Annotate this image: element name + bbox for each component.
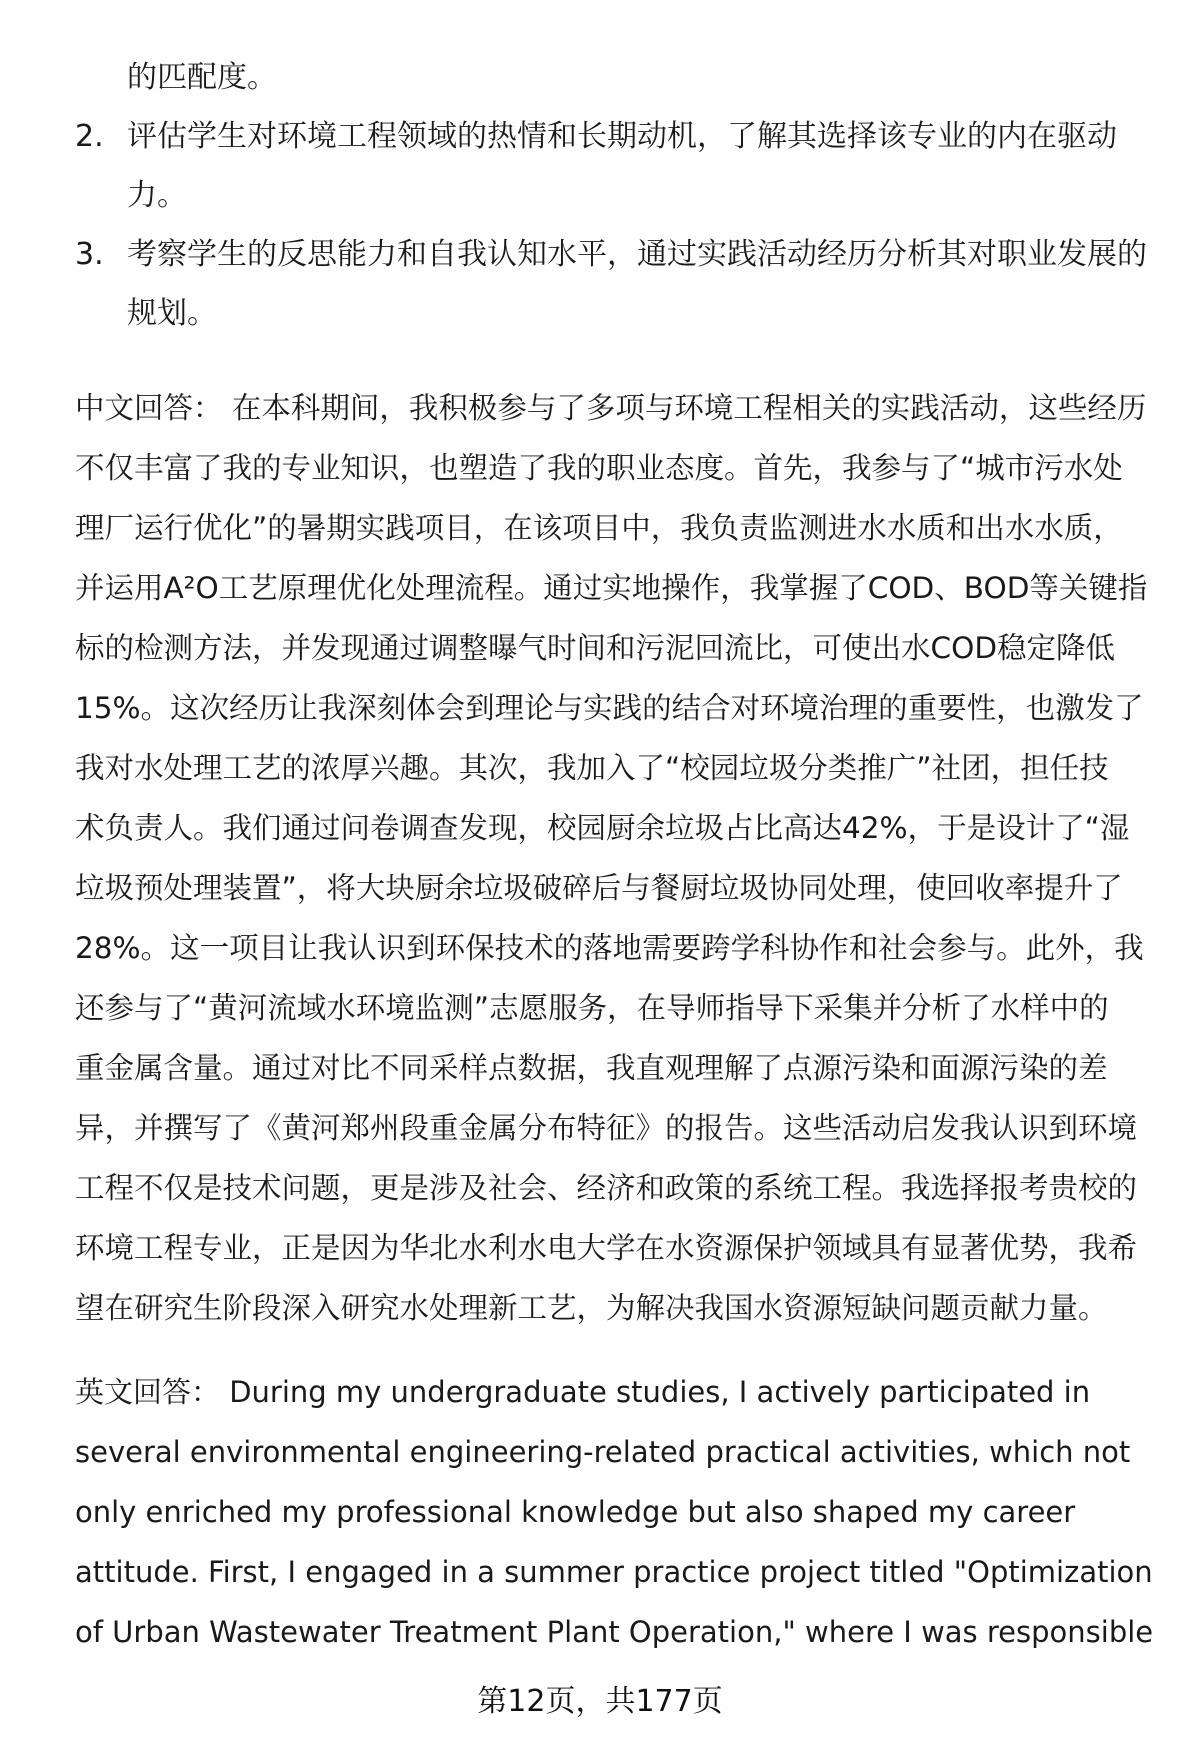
paragraph-line: of Urban Wastewater Treatment Plant Operation," where I was responsible [75,1615,1154,1649]
list-item-2-continuation: 力。 [127,178,187,213]
list-item-2 [75,107,1135,166]
paragraph-line: 标的检测方法，并发现通过调整曝气时间和污泥回流比，可使出水COD稳定降低 [75,631,1116,665]
paragraph-line: 重金属含量。通过对比不同采样点数据，我直观理解了点源污染和面源污染的差 [75,1051,1108,1085]
paragraph-line: attitude. First, I engaged in a summer practice project titled "Optimization [75,1555,1153,1589]
list-item-text: 考察学生的反思能力和自我认知水平，通过实践活动经历分析其对职业发展的 [127,237,1147,272]
paragraph-line: 还参与了“黄河流域水环境监测”志愿服务，在导师指导下采集并分析了水样中的 [75,991,1109,1025]
paragraph-line: 望在研究生阶段深入研究水处理新工艺，为解决我国水资源短缺问题贡献力量。 [75,1291,1108,1325]
paragraph-line: only enriched my professional knowledge but also shaped my career [75,1495,1076,1529]
paragraph-line: 英文回答： During my undergraduate studies, I actively participated in [75,1375,1091,1409]
paragraph-line: 中文回答： 在本科期间，我积极参与了多项与环境工程相关的实践活动，这些经历 [75,391,1147,425]
list-item-3-continuation: 规划。 [127,296,217,331]
list-item-text: 评估学生对环境工程领域的热情和长期动机，了解其选择该专业的内在驱动 [127,119,1117,154]
english-answer [75,1362,1165,1662]
paragraph-line: 环境工程专业，正是因为华北水利水电大学在水资源保护领域具有显著优势，我希 [75,1231,1138,1265]
paragraph-line: 理厂运行优化”的暑期实践项目，在该项目中，我负责监测进水水质和出水水质， [75,511,1123,545]
list-item-3 [75,225,1147,284]
evaluation-list [75,48,1147,343]
paragraph-line: 异，并撰写了《黄河郑州段重金属分布特征》的报告。这些活动启发我认识到环境 [75,1111,1138,1145]
list-item-continuation: 的匹配度。 [127,60,277,95]
paragraph-line: 工程不仅是技术问题，更是涉及社会、经济和政策的系统工程。我选择报考贵校的 [75,1171,1138,1205]
paragraph-line: 术负责人。我们通过问卷调查发现，校园厨余垃圾占比高达42%，于是设计了“湿 [75,811,1130,845]
list-number: 3. [75,237,104,272]
paragraph-line: 不仅丰富了我的专业知识，也塑造了我的职业态度。首先，我参与了“城市污水处 [75,451,1123,485]
paragraph-line: several environmental engineering-related practical activities, which not [75,1435,1131,1469]
paragraph-line: 垃圾预处理装置”，将大块厨余垃圾破碎后与餐厨垃圾协同处理，使回收率提升了 [75,871,1123,905]
list-number: 2. [75,119,104,154]
paragraph-line: 我对水处理工艺的浓厚兴趣。其次，我加入了“校园垃圾分类推广”社团，担任技 [75,751,1109,785]
page-footer: 第12页，共177页 [477,1684,723,1719]
paragraph-line: 并运用A²O工艺原理优化处理流程。通过实地操作，我掌握了COD、BOD等关键指 [75,571,1148,605]
paragraph-line: 28%。这一项目让我认识到环保技术的落地需要跨学科协作和社会参与。此外，我 [75,931,1144,965]
paragraph-line: 15%。这次经历让我深刻体会到理论与实践的结合对环境治理的重要性，也激发了 [75,691,1144,725]
chinese-answer [75,378,1165,1338]
